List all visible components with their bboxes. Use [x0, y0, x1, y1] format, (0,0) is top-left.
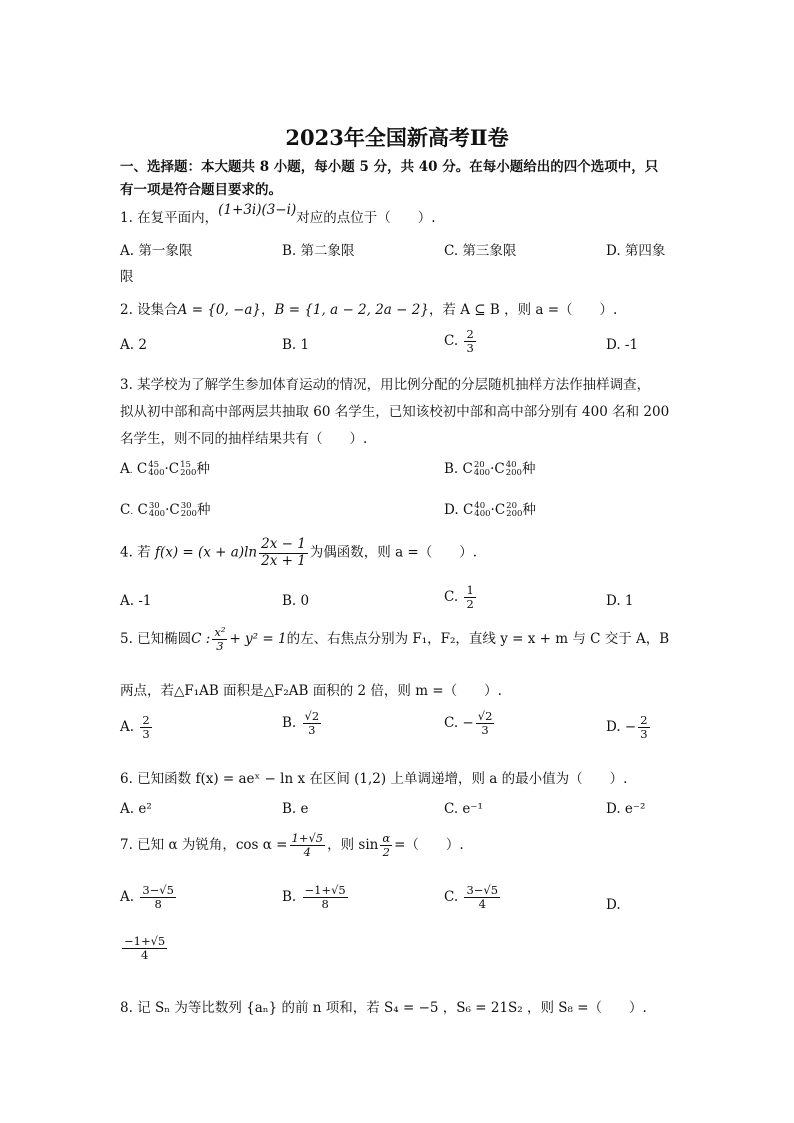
- q1-expression: (1+3i)(3−i): [218, 202, 297, 218]
- q5-option-a: A. $\frac{2}{3}$: [120, 713, 150, 742]
- q1-option-d-cont: 限: [120, 269, 134, 285]
- q6-option-c: C. e⁻¹: [444, 801, 483, 817]
- q2-option-b: B. 1: [282, 337, 310, 353]
- q2-option-a: A. 2: [120, 337, 147, 353]
- question-7: 7. 已知 α 为锐角，cos α = $\frac{1+√5}{4}$ ，则 sin $\frac{\alpha}{2}$ =（ ）.: [120, 831, 464, 860]
- question-8: 8. 记 Sₙ 为等比数列 {aₙ} 的前 n 项和，若 S₄ = −5 ，S₆ = 21S₂ ，则 S₈ =（ ）.: [120, 1000, 647, 1016]
- question-3-line-2: 拟从初中部和高中部两层共抽取 60 名学生，已知该校初中部和高中部分别有 400 名和 200: [120, 404, 670, 420]
- question-4: 4. 若 f(x) = (x + a)ln $\frac{2x - 1}{2x + 1}$ 为偶函数，则 a =（ ）.: [120, 536, 478, 569]
- q3-option-b: B. C 20 400 · C 40 200 种: [444, 459, 536, 478]
- q6-option-a: A. e²: [120, 801, 152, 817]
- q6-option-d: D. e⁻²: [606, 801, 646, 817]
- question-3-line-3: 名学生，则不同的抽样结果共有（ ）.: [120, 431, 368, 447]
- q2-option-d: D. -1: [606, 337, 639, 353]
- question-5-line-1: 5. 已知椭圆C : $\frac{\text{x²}}{3}$ + y² = 1的左、右焦点分别为 F₁，F₂，直线 y = x + m 与 C 交于 A，B: [120, 625, 670, 654]
- q6-option-b: B. e: [282, 801, 309, 817]
- q2-option-c: C. $\frac{2}{3}$: [444, 327, 474, 356]
- q5-option-d: D. − $\frac{2}{3}$: [606, 713, 648, 742]
- question-5-line-2: 两点，若△F₁AB 面积是△F₂AB 面积的 2 倍，则 m =（ ）.: [120, 683, 502, 699]
- section-heading: 一、选择题：本大题共 8 小题，每小题 5 分，共 40 分。在每小题给出的四个选项中，只: [120, 159, 659, 175]
- q7-option-d-value: $\frac{-1+√5}{4}$: [124, 934, 166, 963]
- q7-option-a: A. $\frac{3-√5}{8}$: [120, 883, 174, 912]
- q1-option-b: B. 第二象限: [282, 243, 355, 259]
- q4-option-d: D. 1: [606, 593, 634, 609]
- q4-option-b: B. 0: [282, 593, 310, 609]
- q5-ellipse-fraction: $\frac{\text{x²}}{3}$: [214, 625, 226, 654]
- q7-option-d: D.: [606, 897, 621, 913]
- q7-option-b: B. $\frac{-1+√5}{8}$: [282, 883, 346, 912]
- q4-option-a: A. -1: [120, 593, 152, 609]
- question-2: 2. 设集合A = {0, −a}，B = {1, a − 2, 2a − 2}，若 A ⊆ B ，则 a =（ ）.: [120, 302, 618, 318]
- q7-cos-fraction: $\frac{1+√5}{4}$: [291, 831, 324, 860]
- q7-option-c: C. $\frac{3-√5}{4}$: [444, 883, 499, 912]
- q3-option-d: D. C 40 400 · C 20 200 种: [444, 500, 536, 519]
- q4-option-c: C. $\frac{1}{2}$: [444, 583, 474, 612]
- q3-option-a: A. C 45 400 · C 15 200 种: [120, 459, 210, 478]
- question-1: 1. 在复平面内，(1+3i)(3−i)对应的点位于（ ）.: [120, 202, 436, 226]
- section-heading-cont: 有一项是符合题目要求的。: [120, 182, 282, 198]
- q4-fraction: $\frac{2x - 1}{2x + 1}$: [261, 536, 306, 569]
- q2-set-a: A = {0, −a}: [177, 302, 262, 318]
- q1-option-c: C. 第三象限: [444, 243, 517, 259]
- q3-option-c: C. C 30 400 · C 30 200 种: [120, 500, 211, 519]
- question-6: 6. 已知函数 f(x) = aeˣ − ln x 在区间 (1,2) 上单调递增，则 a 的最小值为（ ）.: [120, 771, 628, 787]
- q2-set-b: B = {1, a − 2, 2a − 2}: [274, 302, 429, 318]
- q1-option-a: A. 第一象限: [120, 243, 193, 259]
- q1-option-d: D. 第四象: [606, 243, 666, 259]
- q5-option-c: C. − $\frac{√2}{3}$: [444, 709, 493, 738]
- q7-sin-fraction: $\frac{\alpha}{2}$: [382, 831, 391, 860]
- question-3-line-1: 3. 某学校为了解学生参加体育运动的情况，用比例分配的分层随机抽样方法作抽样调查，: [120, 377, 651, 393]
- page-title: 2023年全国新高考Ⅱ卷: [285, 125, 509, 150]
- q5-option-b: B. $\frac{√2}{3}$: [282, 709, 320, 738]
